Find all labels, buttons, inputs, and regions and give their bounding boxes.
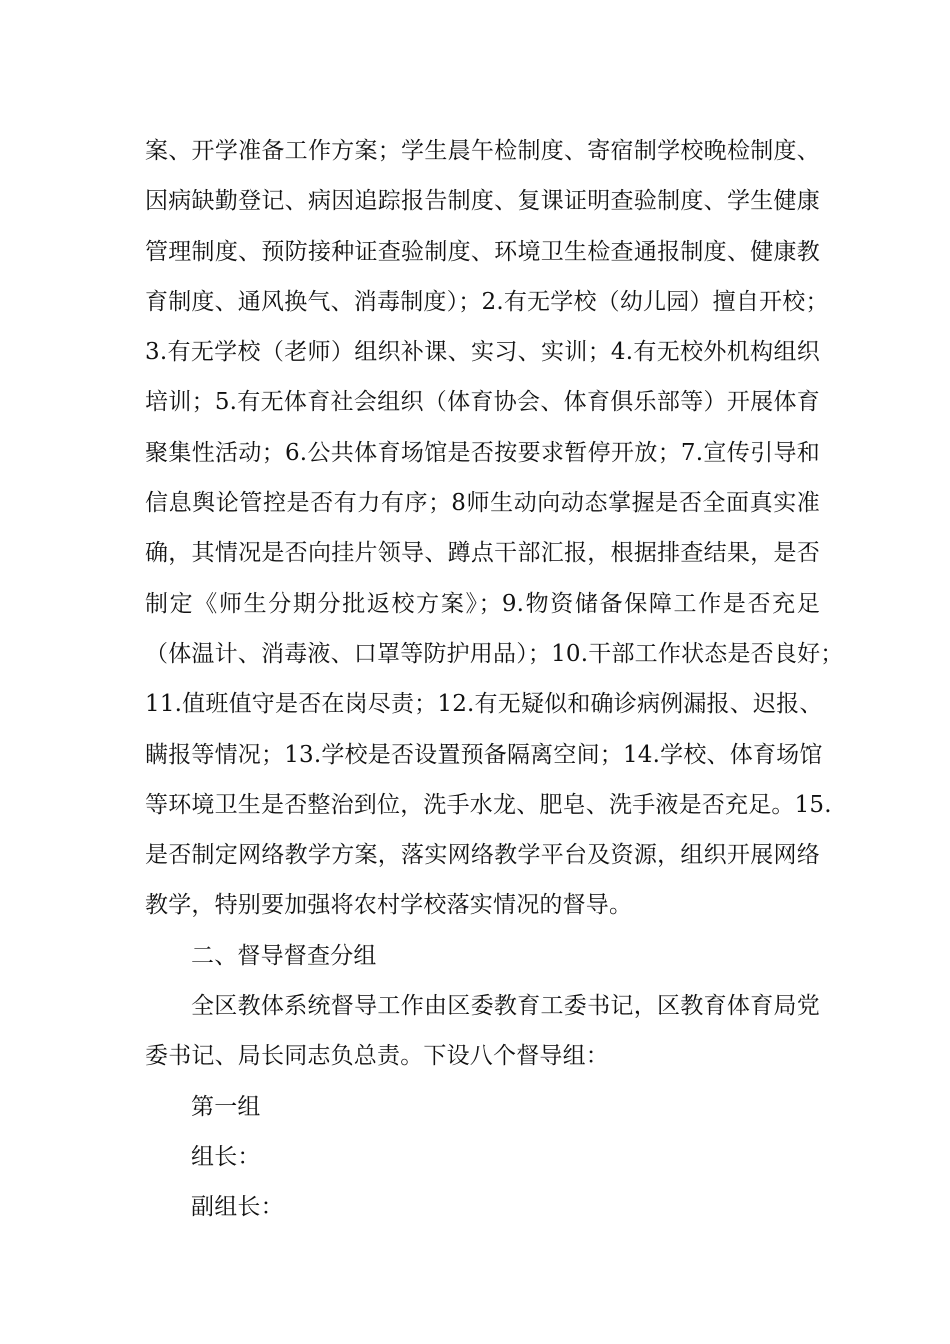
- paragraph-line: 3.有无学校（老师）组织补课、实习、实训；4.有无校外机构组织: [145, 339, 820, 366]
- paragraph-line-last: 委书记、局长同志负总责。下设八个督导组：: [145, 1043, 609, 1070]
- leader-label: 组长：: [191, 1143, 261, 1170]
- paragraph-line: 案、开学准备工作方案；学生晨午检制度、寄宿制学校晚检制度、: [145, 138, 820, 164]
- paragraph-line: 因病缺勤登记、病因追踪报告制度、复课证明查验制度、学生健康: [145, 188, 820, 215]
- deputy-leader-label: 副组长：: [191, 1194, 284, 1221]
- paragraph-line: 全区教体系统督导工作由区委教育工委书记，区教育体育局党: [191, 993, 820, 1020]
- paragraph-line: 制定《师生分期分批返校方案》；9.物资储备保障工作是否充足: [145, 590, 820, 617]
- paragraph-line: 瞒报等情况；13.学校是否设置预备隔离空间；14.学校、体育场馆: [145, 741, 823, 768]
- paragraph-line: 确，其情况是否向挂片领导、蹲点干部汇报，根据排查结果，是否: [145, 540, 820, 567]
- paragraph-line: 育制度、通风换气、消毒制度）；2.有无学校（幼儿园）擅自开校；: [145, 288, 829, 315]
- paragraph-line: 聚集性活动；6.公共体育场馆是否按要求暂停开放；7.宣传引导和: [145, 439, 820, 466]
- paragraph-line: 是否制定网络教学方案，落实网络教学平台及资源，组织开展网络: [145, 842, 820, 869]
- document-body: [145, 126, 844, 1233]
- paragraph-line: 信息舆论管控是否有力有序；8师生动向动态掌握是否全面真实准: [145, 490, 820, 517]
- paragraph-line-last: 教学，特别要加强将农村学校落实情况的督导。: [145, 892, 633, 919]
- paragraph-line: 培训；5.有无体育社会组织（体育协会、体育俱乐部等）开展体育: [145, 389, 820, 416]
- paragraph-line: 管理制度、预防接种证查验制度、环境卫生检查通报制度、健康教: [145, 238, 820, 265]
- paragraph-line: 等环境卫生是否整治到位，洗手水龙、肥皂、洗手液是否充足。15.: [145, 791, 832, 818]
- group-title: 第一组: [191, 1093, 261, 1120]
- paragraph-line: 11.值班值守是否在岗尽责；12.有无疑似和确诊病例漏报、迟报、: [145, 691, 823, 718]
- section-heading: 二、督导督查分组: [191, 942, 377, 969]
- paragraph-line: （体温计、消毒液、口罩等防护用品）；10.干部工作状态是否良好；: [145, 640, 844, 667]
